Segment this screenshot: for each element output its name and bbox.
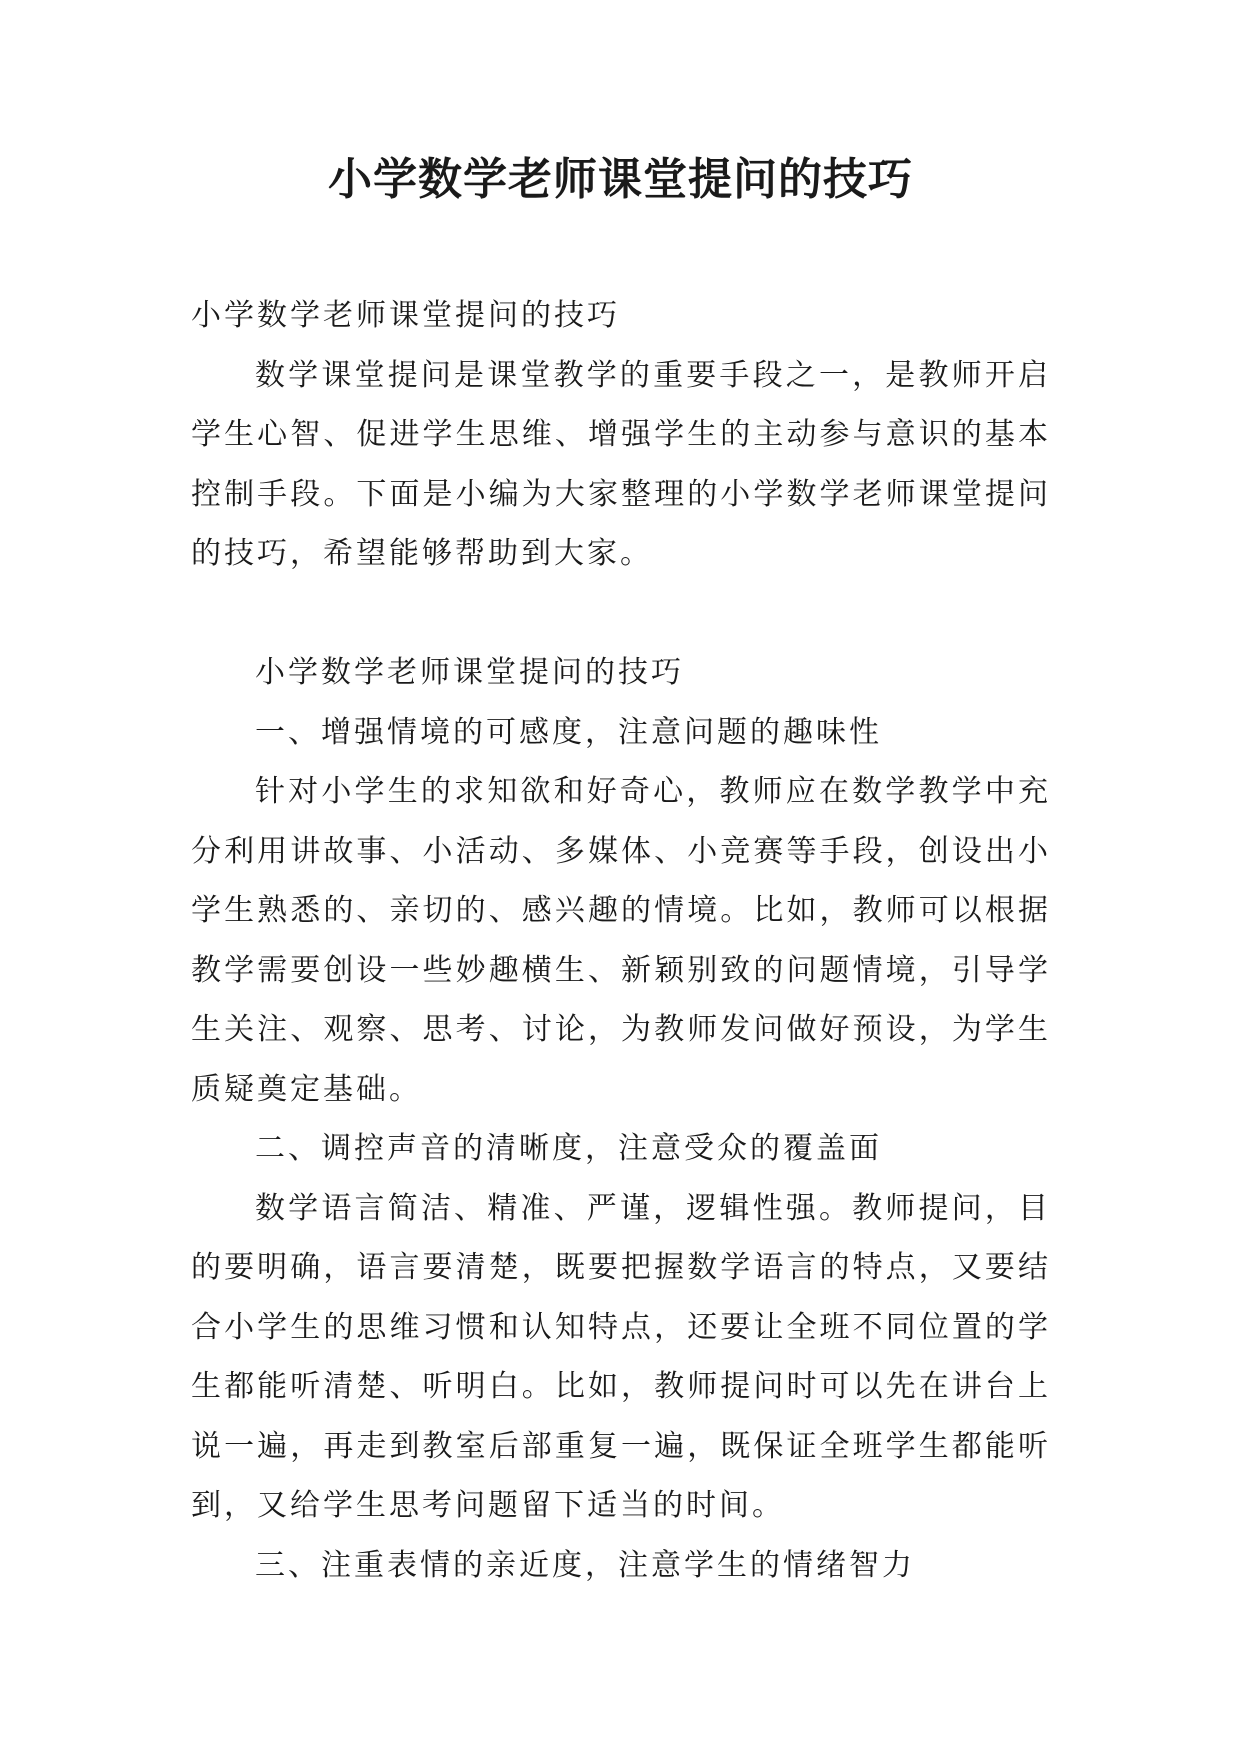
point-heading-3: 三、注重表情的亲近度，注意学生的情绪智力 — [255, 1547, 915, 1583]
point-heading-1: 一、增强情境的可感度，注意问题的趣味性 — [255, 714, 882, 750]
point-paragraph-1: 针对小学生的求知欲和好奇心，教师应在数学教学中充分利用讲故事、小活动、多媒体、小竞赛等手段，创设出小学生熟悉的、亲切的、感兴趣的情境。比如，教师可以根据教学需要创设一些妙趣横生、新颖别致的问题情境，引导学生关注、观察、思考、讨论，为教师发问做好预设，为学生质疑奠定基础。 — [191, 774, 1051, 1107]
document-title: 小学数学老师课堂提问的技巧 — [328, 154, 913, 205]
section-heading: 小学数学老师课堂提问的技巧 — [255, 655, 684, 690]
document-body — [191, 286, 1051, 1595]
intro-paragraph: 数学课堂提问是课堂教学的重要手段之一，是教师开启学生心智、促进学生思维、增强学生的主动参与意识的基本控制手段。下面是小编为大家整理的小学数学老师课堂提问的技巧，希望能够帮助到大家。 — [191, 357, 1051, 571]
point-paragraph-2: 数学语言简洁、精准、严谨，逻辑性强。教师提问，目的要明确，语言要清楚，既要把握数学语言的特点，又要结合小学生的思维习惯和认知特点，还要让全班不同位置的学生都能听清楚、听明白。比如，教师提问时可以先在讲台上说一遍，再走到教室后部重复一遍，既保证全班学生都能听到，又给学生思考问题留下适当的时间。 — [191, 1190, 1051, 1523]
point-heading-2: 二、调控声音的清晰度，注意受众的覆盖面 — [255, 1131, 882, 1166]
subtitle-line: 小学数学老师课堂提问的技巧 — [191, 298, 620, 333]
paragraph-spacer — [191, 584, 1051, 644]
